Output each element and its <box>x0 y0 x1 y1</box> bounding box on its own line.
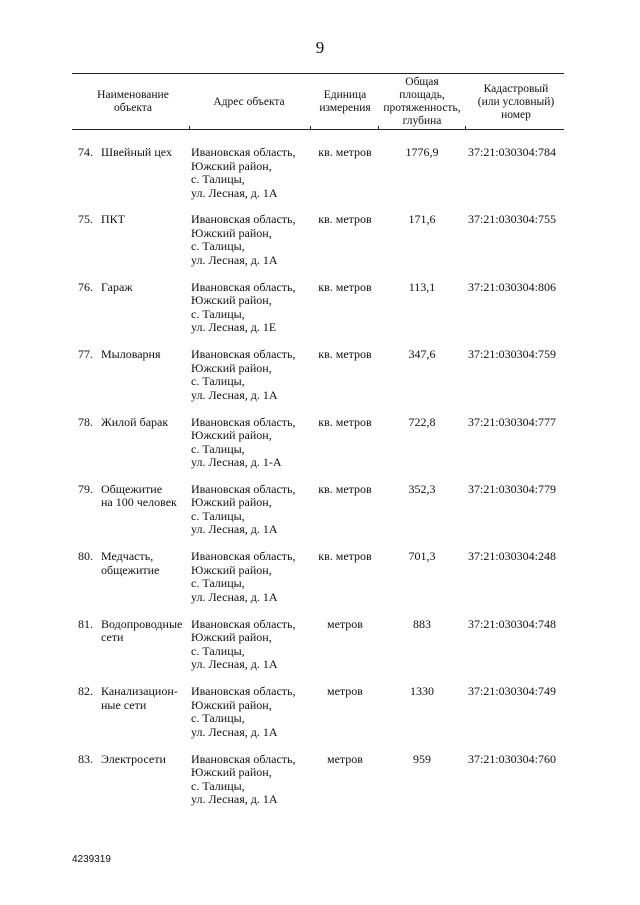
table-top-rule <box>72 73 564 74</box>
area-value: 171,6 <box>408 212 436 227</box>
object-name: Общежитие на 100 человек <box>101 481 177 510</box>
cadastral-number: 37:21:030304:784 <box>468 145 557 159</box>
object-address: Ивановская область, Южский район, с. Талицы, ул. Лесная, д. 1А <box>191 481 296 537</box>
object-address: Ивановская область, Южский район, с. Талицы, ул. Лесная, д. 1Е <box>191 279 296 335</box>
measure-unit: метров <box>327 751 363 766</box>
object-address: Ивановская область, Южский район, с. Талицы, ул. Лесная, д. 1А <box>191 212 296 267</box>
header-unit-text: Единица измерения <box>319 89 371 114</box>
page-number: 9 <box>315 38 325 57</box>
measure-unit: кв. метров <box>318 279 372 294</box>
area-value: 113,1 <box>408 279 436 294</box>
object-address: Ивановская область, Южский район, с. Талицы, ул. Лесная, д. 1А <box>191 347 296 402</box>
object-name: Канализацион- ные сети <box>101 684 178 712</box>
header-cadastral-text: Кадастровый (или условный) номер <box>477 82 555 121</box>
area-value: 701,3 <box>408 549 436 564</box>
object-address: Ивановская область, Южский район, с. Талицы, ул. Лесная, д. 1А <box>191 616 296 672</box>
area-value: 1330 <box>410 684 434 699</box>
area-value: 959 <box>413 751 431 766</box>
table-row <box>0 281 640 348</box>
table-row <box>0 483 640 550</box>
object-address: Ивановская область, Южский район, с. Талицы, ул. Лесная, д. 1А <box>191 751 296 807</box>
cadastral-number: 37:21:030304:748 <box>468 616 557 631</box>
object-address: Ивановская область, Южский район, с. Талицы, ул. Лесная, д. 1А <box>191 684 296 739</box>
row-number: 74. <box>78 145 93 159</box>
row-number: 78. <box>78 414 93 429</box>
row-number: 79. <box>78 481 93 496</box>
cadastral-number: 37:21:030304:806 <box>468 279 557 294</box>
table-row <box>0 618 640 685</box>
table-row <box>0 550 640 617</box>
cadastral-number: 37:21:030304:248 <box>468 549 557 564</box>
area-value: 1776,9 <box>405 145 439 159</box>
object-name: Жилой барак <box>101 414 169 429</box>
object-name: Электросети <box>101 751 166 766</box>
object-address: Ивановская область, Южский район, с. Талицы, ул. Лесная, д. 1А <box>191 145 296 200</box>
header-area-text: Общая площадь, протяженность, глубина <box>383 76 461 127</box>
header-address-text: Адрес объекта <box>213 95 285 108</box>
object-name: ПКТ <box>101 212 125 227</box>
row-number: 82. <box>78 684 93 699</box>
cadastral-number: 37:21:030304:760 <box>468 751 557 766</box>
header-unit <box>312 76 378 128</box>
header-cadastral <box>466 76 566 128</box>
row-number: 80. <box>78 549 93 564</box>
object-name: Медчасть, общежитие <box>101 549 160 577</box>
row-number: 76. <box>78 279 93 294</box>
table-row <box>0 753 640 820</box>
row-number: 75. <box>78 212 93 227</box>
object-name: Водопроводные сети <box>101 616 183 645</box>
object-name: Швейный цех <box>101 145 172 159</box>
cadastral-number: 37:21:030304:779 <box>468 481 557 496</box>
table-row <box>0 146 640 213</box>
row-number: 83. <box>78 751 93 766</box>
measure-unit: кв. метров <box>318 145 372 159</box>
measure-unit: кв. метров <box>318 212 372 227</box>
cadastral-number: 37:21:030304:759 <box>468 347 557 362</box>
table-row <box>0 416 640 483</box>
cadastral-number: 37:21:030304:777 <box>468 414 557 429</box>
header-area <box>380 76 464 128</box>
measure-unit: кв. метров <box>318 347 372 362</box>
area-value: 883 <box>413 616 431 631</box>
area-value: 352,3 <box>408 481 436 496</box>
cadastral-number: 37:21:030304:755 <box>468 212 557 227</box>
header-address <box>190 76 308 128</box>
cadastral-number: 37:21:030304:749 <box>468 684 557 699</box>
table-row <box>0 348 640 415</box>
table-header-rule <box>72 129 564 130</box>
object-address: Ивановская область, Южский район, с. Талицы, ул. Лесная, д. 1А <box>191 549 296 604</box>
measure-unit: кв. метров <box>318 414 372 429</box>
measure-unit: метров <box>327 684 363 699</box>
document-code: 4239319 <box>72 854 111 865</box>
object-name: Мыловарня <box>101 347 161 362</box>
area-value: 722,8 <box>408 414 436 429</box>
row-number: 81. <box>78 616 93 631</box>
measure-unit: кв. метров <box>318 549 372 564</box>
table-row <box>0 685 640 752</box>
measure-unit: кв. метров <box>318 481 372 496</box>
header-name <box>78 76 188 128</box>
table-body <box>0 146 640 820</box>
object-address: Ивановская область, Южский район, с. Талицы, ул. Лесная, д. 1-А <box>191 414 296 470</box>
row-number: 77. <box>78 347 93 362</box>
header-name-text: Наименование объекта <box>97 89 169 114</box>
table-row <box>0 213 640 280</box>
object-name: Гараж <box>101 279 133 294</box>
area-value: 347,6 <box>408 347 436 362</box>
measure-unit: метров <box>327 616 363 631</box>
